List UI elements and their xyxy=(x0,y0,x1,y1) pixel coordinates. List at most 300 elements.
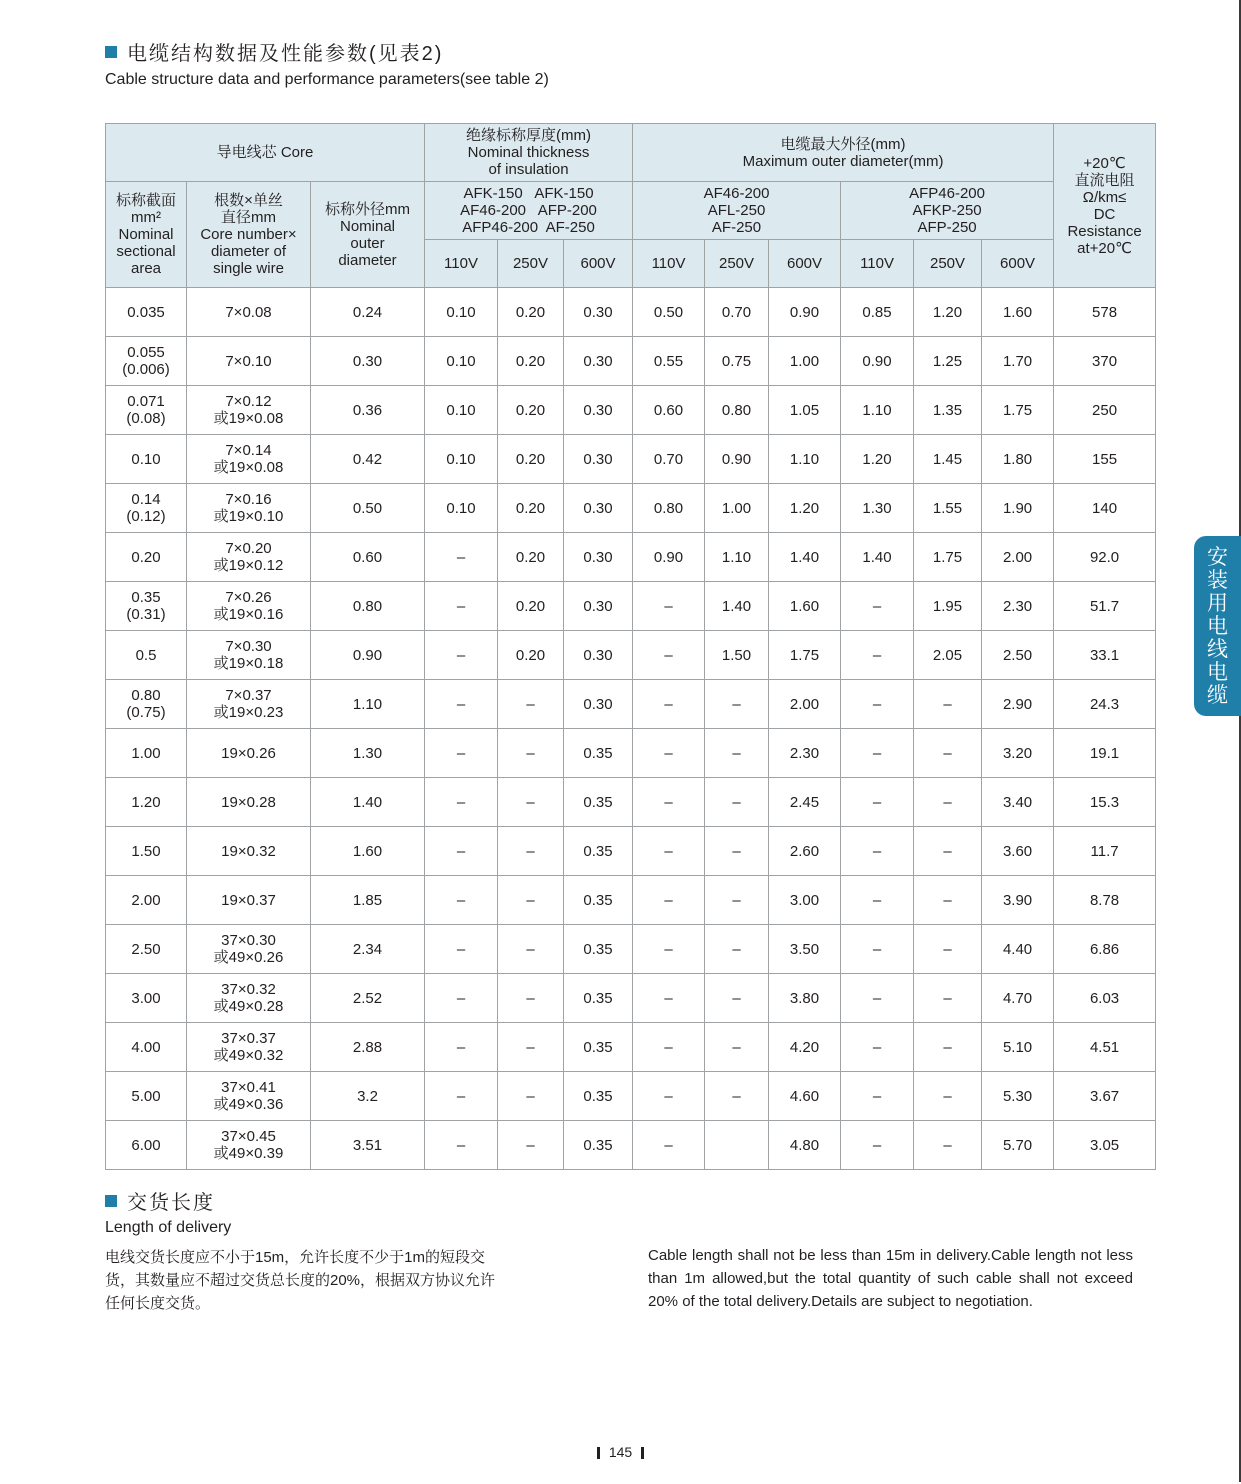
resistance-cell: 140 xyxy=(1054,484,1156,533)
value-cell: 1.10 xyxy=(841,386,914,435)
value-cell: – xyxy=(425,680,498,729)
cell-line: 1.20 xyxy=(131,793,161,811)
value-cell: – xyxy=(498,1023,564,1072)
cell-line: 或49×0.28 xyxy=(213,998,284,1015)
value-cell: 1.00 xyxy=(705,484,769,533)
cable-spec-table xyxy=(105,123,1156,1170)
header-strand xyxy=(187,182,311,288)
value-cell: – xyxy=(841,876,914,925)
cell-line: 7×0.26 xyxy=(225,589,272,606)
voltage-header: 110V xyxy=(633,240,705,288)
cell-line: 直流电阻 xyxy=(1074,171,1135,189)
cell-line: 标称截面 xyxy=(115,192,176,209)
value-cell: – xyxy=(498,778,564,827)
value-cell: 0.10 xyxy=(425,288,498,337)
section-square-icon xyxy=(105,46,117,58)
value-cell: 0.10 xyxy=(425,484,498,533)
value-cell: – xyxy=(425,582,498,631)
cell-line: 或19×0.23 xyxy=(213,704,284,721)
voltage-header: 250V xyxy=(498,240,564,288)
strand-cell xyxy=(187,729,311,778)
value-cell: 0.20 xyxy=(498,337,564,386)
resistance-cell: 19.1 xyxy=(1054,729,1156,778)
area-cell xyxy=(106,288,187,337)
voltage-header: 600V xyxy=(564,240,633,288)
value-cell: 0.90 xyxy=(841,337,914,386)
strand-cell xyxy=(187,1023,311,1072)
value-cell: 2.05 xyxy=(914,631,982,680)
value-cell: 3.80 xyxy=(769,974,841,1023)
table-row xyxy=(106,876,1156,925)
value-cell: – xyxy=(914,925,982,974)
cell-line: AFK-150 AFK-150 xyxy=(463,185,594,202)
value-cell: 0.30 xyxy=(564,533,633,582)
resistance-cell: 3.05 xyxy=(1054,1121,1156,1170)
strand-cell xyxy=(187,1121,311,1170)
table-row xyxy=(106,827,1156,876)
cell-line: 或49×0.32 xyxy=(213,1047,284,1064)
cell-line: 0.071 xyxy=(127,393,165,410)
value-cell: 2.50 xyxy=(982,631,1054,680)
area-cell xyxy=(106,827,187,876)
header-area xyxy=(106,182,187,288)
cell-line: 1.50 xyxy=(131,842,161,860)
table-body xyxy=(106,288,1156,1170)
section-title-en: Cable structure data and performance parameters(see table 2) xyxy=(105,71,549,88)
value-cell: – xyxy=(425,729,498,778)
od-cell: 0.80 xyxy=(311,582,425,631)
od-cell: 1.85 xyxy=(311,876,425,925)
voltage-header: 110V xyxy=(841,240,914,288)
area-cell xyxy=(106,876,187,925)
area-cell xyxy=(106,680,187,729)
od-cell: 3.51 xyxy=(311,1121,425,1170)
area-cell xyxy=(106,778,187,827)
cell-line: (0.08) xyxy=(126,410,166,427)
cell-line: 19×0.32 xyxy=(221,842,276,860)
cell-line: DC xyxy=(1093,205,1116,223)
value-cell: – xyxy=(841,1121,914,1170)
value-cell: 2.30 xyxy=(769,729,841,778)
table-row xyxy=(106,680,1156,729)
value-cell: 1.10 xyxy=(705,533,769,582)
value-cell: 0.80 xyxy=(705,386,769,435)
value-cell: – xyxy=(633,729,705,778)
value-cell: 0.30 xyxy=(564,386,633,435)
value-cell: 0.90 xyxy=(769,288,841,337)
cell-line: 或49×0.26 xyxy=(213,949,284,966)
value-cell: 5.10 xyxy=(982,1023,1054,1072)
value-cell: 2.00 xyxy=(982,533,1054,582)
table-row xyxy=(106,1023,1156,1072)
delivery-text-en: Cable length shall not be less than 15m in delivery.Cable length not less than 1m allowed,but the total quantity of such cable shall not exceed 20% of the total delivery.Details are subject to negotiation. xyxy=(648,1247,1133,1310)
value-cell: – xyxy=(841,729,914,778)
cell-line: 0.035 xyxy=(127,303,165,321)
value-cell: 1.25 xyxy=(914,337,982,386)
value-cell: 2.45 xyxy=(769,778,841,827)
value-cell: 5.70 xyxy=(982,1121,1054,1170)
od-cell: 2.34 xyxy=(311,925,425,974)
value-cell: – xyxy=(498,925,564,974)
cell-line: 7×0.20 xyxy=(225,540,272,557)
value-cell: 0.35 xyxy=(564,876,633,925)
value-cell: 0.10 xyxy=(425,435,498,484)
value-cell: – xyxy=(425,827,498,876)
value-cell: – xyxy=(841,925,914,974)
resistance-cell: 370 xyxy=(1054,337,1156,386)
value-cell: – xyxy=(633,631,705,680)
cell-line: 直径mm xyxy=(221,209,276,226)
value-cell: 0.35 xyxy=(564,778,633,827)
strand-cell xyxy=(187,876,311,925)
cell-line: Nominal xyxy=(339,217,396,235)
section-square-icon xyxy=(105,1195,117,1207)
value-cell: – xyxy=(914,974,982,1023)
table-row xyxy=(106,386,1156,435)
cell-line: 电缆最大外径(mm) xyxy=(780,135,906,153)
cell-line: 或19×0.10 xyxy=(213,508,284,525)
value-cell: – xyxy=(914,680,982,729)
strand-cell xyxy=(187,778,311,827)
cell-line: (0.12) xyxy=(126,508,166,525)
header-outer-diameter xyxy=(633,124,1054,182)
cell-line: 或19×0.08 xyxy=(213,459,284,476)
area-cell xyxy=(106,631,187,680)
value-cell: – xyxy=(705,729,769,778)
value-cell: 0.35 xyxy=(564,1121,633,1170)
value-cell: – xyxy=(425,778,498,827)
area-cell xyxy=(106,1072,187,1121)
strand-cell xyxy=(187,680,311,729)
od-cell: 0.36 xyxy=(311,386,425,435)
resistance-cell: 6.03 xyxy=(1054,974,1156,1023)
cell-line: 7×0.16 xyxy=(225,491,272,508)
cell-line: 0.10 xyxy=(131,450,161,468)
value-cell: 2.90 xyxy=(982,680,1054,729)
value-cell: 1.30 xyxy=(841,484,914,533)
od-cell: 1.40 xyxy=(311,778,425,827)
value-cell: – xyxy=(633,778,705,827)
area-cell xyxy=(106,729,187,778)
header-core: 导电线芯 Core xyxy=(106,124,425,182)
strand-cell xyxy=(187,1072,311,1121)
strand-cell xyxy=(187,484,311,533)
value-cell: 1.75 xyxy=(982,386,1054,435)
voltage-header: 250V xyxy=(914,240,982,288)
cell-line: 37×0.41 xyxy=(221,1079,276,1096)
cell-line: AF-250 xyxy=(711,219,762,236)
strand-cell xyxy=(187,533,311,582)
value-cell: 1.55 xyxy=(914,484,982,533)
value-cell: 1.20 xyxy=(841,435,914,484)
cell-line: 或49×0.39 xyxy=(213,1145,284,1162)
area-cell xyxy=(106,484,187,533)
value-cell: 1.95 xyxy=(914,582,982,631)
resistance-cell: 578 xyxy=(1054,288,1156,337)
value-cell: 1.10 xyxy=(769,435,841,484)
value-cell: – xyxy=(705,974,769,1023)
value-cell: 0.70 xyxy=(705,288,769,337)
side-tab[interactable] xyxy=(1194,536,1241,716)
resistance-cell: 11.7 xyxy=(1054,827,1156,876)
resistance-cell: 155 xyxy=(1054,435,1156,484)
value-cell: – xyxy=(498,1072,564,1121)
value-cell: 0.35 xyxy=(564,925,633,974)
table-row xyxy=(106,582,1156,631)
value-cell: 1.60 xyxy=(982,288,1054,337)
table-row xyxy=(106,778,1156,827)
cell-line: 7×0.14 xyxy=(225,442,272,459)
strand-cell xyxy=(187,925,311,974)
value-cell: 4.70 xyxy=(982,974,1054,1023)
od-cell: 2.88 xyxy=(311,1023,425,1072)
cell-line: AFL-250 xyxy=(707,202,766,219)
area-cell xyxy=(106,1121,187,1170)
cell-line: diameter of xyxy=(210,243,287,260)
cell-line: Nominal xyxy=(118,226,174,243)
cell-line: 或19×0.12 xyxy=(213,557,284,574)
cell-line: of insulation xyxy=(488,161,569,178)
value-cell: 1.05 xyxy=(769,386,841,435)
cell-line: 19×0.37 xyxy=(221,891,276,909)
cell-line: 7×0.08 xyxy=(225,303,272,321)
strand-cell xyxy=(187,337,311,386)
value-cell: – xyxy=(914,1121,982,1170)
value-cell: – xyxy=(633,582,705,631)
value-cell: 1.90 xyxy=(982,484,1054,533)
value-cell: – xyxy=(841,827,914,876)
value-cell: – xyxy=(498,827,564,876)
value-cell: – xyxy=(425,533,498,582)
header-insulation xyxy=(425,124,633,182)
area-cell xyxy=(106,533,187,582)
resistance-cell: 92.0 xyxy=(1054,533,1156,582)
header-nominal-od xyxy=(311,182,425,288)
value-cell: – xyxy=(633,1023,705,1072)
od-cell: 3.2 xyxy=(311,1072,425,1121)
value-cell: – xyxy=(425,1023,498,1072)
section-title-delivery xyxy=(105,1186,215,1215)
value-cell: – xyxy=(633,925,705,974)
value-cell: 0.30 xyxy=(564,631,633,680)
cell-line: 0.35 xyxy=(131,589,161,606)
cell-line: +20℃ xyxy=(1083,154,1126,172)
area-cell xyxy=(106,386,187,435)
value-cell: – xyxy=(705,778,769,827)
cell-line: (0.75) xyxy=(126,704,166,721)
cell-line: AFKP-250 xyxy=(912,202,982,219)
cell-line: Maximum outer diameter(mm) xyxy=(742,152,944,170)
value-cell: – xyxy=(498,876,564,925)
voltage-header: 600V xyxy=(769,240,841,288)
table-row xyxy=(106,435,1156,484)
od-cell: 2.52 xyxy=(311,974,425,1023)
value-cell: 5.30 xyxy=(982,1072,1054,1121)
cell-line: Core number× xyxy=(200,226,297,243)
voltage-header: 600V xyxy=(982,240,1054,288)
strand-cell xyxy=(187,974,311,1023)
area-cell xyxy=(106,337,187,386)
od-cell: 0.60 xyxy=(311,533,425,582)
strand-cell xyxy=(187,582,311,631)
value-cell: – xyxy=(633,680,705,729)
value-cell: – xyxy=(705,827,769,876)
value-cell: – xyxy=(633,1072,705,1121)
value-cell: – xyxy=(841,1072,914,1121)
value-cell: – xyxy=(633,827,705,876)
value-cell: 0.10 xyxy=(425,337,498,386)
value-cell: 2.60 xyxy=(769,827,841,876)
cell-line: 2.00 xyxy=(131,891,161,909)
value-cell: – xyxy=(914,729,982,778)
value-cell: – xyxy=(841,1023,914,1072)
value-cell: 1.80 xyxy=(982,435,1054,484)
value-cell: – xyxy=(705,1072,769,1121)
value-cell: – xyxy=(425,1121,498,1170)
delivery-text-cn: 电线交货长度应不小于15m，允许长度不少于1m的短段交货，其数量应不超过交货总长度的20%，根据双方协议允许任何长度交货。 xyxy=(105,1249,496,1312)
od-cell: 0.42 xyxy=(311,435,425,484)
table-row xyxy=(106,533,1156,582)
cell-line: (0.31) xyxy=(126,606,166,623)
cell-line: AFP46-200 AF-250 xyxy=(462,219,595,236)
cell-line: 0.055 xyxy=(127,344,165,361)
cell-line: 0.20 xyxy=(131,548,161,566)
value-cell: 0.70 xyxy=(633,435,705,484)
cell-line: 7×0.37 xyxy=(225,687,272,704)
value-cell: 0.30 xyxy=(564,435,633,484)
cell-line: 5.00 xyxy=(131,1087,161,1105)
value-cell: 0.80 xyxy=(633,484,705,533)
value-cell: 1.40 xyxy=(841,533,914,582)
resistance-cell: 33.1 xyxy=(1054,631,1156,680)
value-cell: 0.90 xyxy=(633,533,705,582)
value-cell: 0.35 xyxy=(564,827,633,876)
cell-line: 0.14 xyxy=(131,491,161,508)
delivery-title-cn: 交货长度 xyxy=(127,1192,215,1214)
od-cell: 1.10 xyxy=(311,680,425,729)
value-cell: – xyxy=(425,974,498,1023)
value-cell xyxy=(705,1121,769,1170)
table-row xyxy=(106,1072,1156,1121)
value-cell: 0.60 xyxy=(633,386,705,435)
value-cell: 4.60 xyxy=(769,1072,841,1121)
resistance-cell: 15.3 xyxy=(1054,778,1156,827)
resistance-cell: 250 xyxy=(1054,386,1156,435)
value-cell: 0.20 xyxy=(498,533,564,582)
value-cell: 2.30 xyxy=(982,582,1054,631)
header-group-1 xyxy=(425,182,633,240)
cell-line: 37×0.32 xyxy=(221,981,276,998)
value-cell: 0.35 xyxy=(564,729,633,778)
value-cell: 0.30 xyxy=(564,288,633,337)
value-cell: 0.50 xyxy=(633,288,705,337)
cell-line: 19×0.28 xyxy=(221,793,276,811)
value-cell: 0.30 xyxy=(564,337,633,386)
value-cell: – xyxy=(705,680,769,729)
section-title-cn: 电缆结构数据及性能参数(见表2) xyxy=(127,43,444,65)
value-cell: – xyxy=(498,1121,564,1170)
cell-line: Nominal thickness xyxy=(467,144,590,161)
value-cell: 0.85 xyxy=(841,288,914,337)
cell-line: 7×0.12 xyxy=(225,393,272,410)
page-bar-left xyxy=(597,1447,600,1459)
value-cell: 0.20 xyxy=(498,631,564,680)
value-cell: – xyxy=(425,1072,498,1121)
page-number-text: 145 xyxy=(608,1444,633,1460)
value-cell: 1.00 xyxy=(769,337,841,386)
strand-cell xyxy=(187,631,311,680)
cell-line: 19×0.26 xyxy=(221,744,276,762)
table-row xyxy=(106,631,1156,680)
delivery-title-en: Length of delivery xyxy=(105,1219,232,1236)
value-cell: 1.45 xyxy=(914,435,982,484)
header-group-2 xyxy=(633,182,841,240)
cell-line: 6.00 xyxy=(131,1136,161,1154)
strand-cell xyxy=(187,827,311,876)
value-cell: – xyxy=(498,680,564,729)
value-cell: 1.70 xyxy=(982,337,1054,386)
cell-line: 37×0.30 xyxy=(221,932,276,949)
value-cell: 0.30 xyxy=(564,484,633,533)
cell-line: sectional xyxy=(116,243,176,260)
value-cell: 1.40 xyxy=(705,582,769,631)
od-cell: 1.60 xyxy=(311,827,425,876)
value-cell: 1.75 xyxy=(914,533,982,582)
header-group-3 xyxy=(841,182,1054,240)
cell-line: AFP46-200 xyxy=(909,185,985,202)
cell-line: 1.00 xyxy=(131,744,161,762)
voltage-header: 250V xyxy=(705,240,769,288)
value-cell: – xyxy=(841,582,914,631)
value-cell: – xyxy=(498,974,564,1023)
value-cell: 3.60 xyxy=(982,827,1054,876)
cell-line: 7×0.30 xyxy=(225,638,272,655)
cell-line: 标称外径mm xyxy=(325,200,410,218)
value-cell: 4.80 xyxy=(769,1121,841,1170)
value-cell: 3.00 xyxy=(769,876,841,925)
value-cell: 3.90 xyxy=(982,876,1054,925)
value-cell: – xyxy=(841,680,914,729)
cell-line: 根数×单丝 xyxy=(214,192,283,209)
area-cell xyxy=(106,435,187,484)
cell-line: 或19×0.18 xyxy=(213,655,284,672)
table-row xyxy=(106,484,1156,533)
od-cell: 0.24 xyxy=(311,288,425,337)
strand-cell xyxy=(187,435,311,484)
section-title-structure xyxy=(105,37,443,66)
value-cell: 0.75 xyxy=(705,337,769,386)
value-cell: – xyxy=(841,631,914,680)
value-cell: 0.30 xyxy=(564,582,633,631)
value-cell: 0.35 xyxy=(564,1072,633,1121)
cell-line: 2.50 xyxy=(131,940,161,958)
cell-line: outer xyxy=(350,234,385,252)
cell-line: area xyxy=(130,260,162,277)
cell-line: 7×0.10 xyxy=(225,352,272,370)
cell-line: Resistance xyxy=(1067,222,1142,240)
cell-line: 绝缘标称厚度(mm) xyxy=(466,127,591,144)
value-cell: – xyxy=(633,876,705,925)
value-cell: – xyxy=(705,876,769,925)
side-tab-label: 安装用电线电缆 xyxy=(1207,545,1228,707)
area-cell xyxy=(106,1023,187,1072)
value-cell: – xyxy=(705,1023,769,1072)
value-cell: 0.20 xyxy=(498,435,564,484)
value-cell: 0.35 xyxy=(564,1023,633,1072)
strand-cell xyxy=(187,288,311,337)
value-cell: 1.20 xyxy=(914,288,982,337)
value-cell: – xyxy=(633,974,705,1023)
